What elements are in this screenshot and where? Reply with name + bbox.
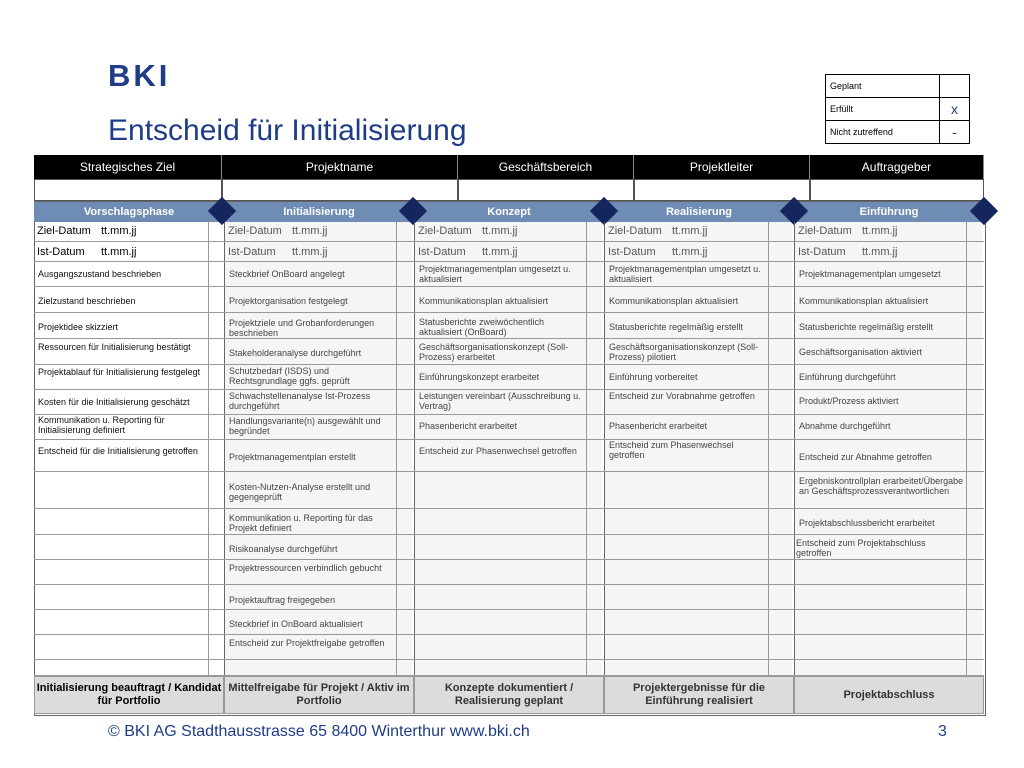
ist-datum-value[interactable]: tt.mm.jj bbox=[482, 246, 518, 258]
criterion-einfuehrung: Einführung durchgeführt bbox=[799, 372, 896, 382]
criterion-realisierung: Entscheid zur Vorabnahme getroffen bbox=[609, 391, 755, 401]
criterion-realisierung: Entscheid zum Phasenwechsel getroffen bbox=[609, 440, 734, 460]
criterion-einfuehrung: Projektabschlussbericht erarbeitet bbox=[799, 518, 935, 528]
criterion-initialisierung: Schutzbedarf (ISDS) und Rechtsgrundlage ggfs. geprüft bbox=[229, 366, 350, 386]
criterion-initialisierung: Steckbrief in OnBoard aktualisiert bbox=[229, 619, 363, 629]
criterion-realisierung: Kommunikationsplan aktualisiert bbox=[609, 296, 739, 306]
ist-datum-value[interactable]: tt.mm.jj bbox=[862, 246, 898, 258]
criterion-initialisierung: Entscheid zur Projektfreigabe getroffen bbox=[229, 638, 385, 648]
criterion-konzept: Statusberichte zweiwöchentlich aktualisiert (OnBoard) bbox=[419, 317, 545, 337]
criterion-konzept: Kommunikationsplan aktualisiert bbox=[419, 296, 549, 306]
ziel-datum-value[interactable]: tt.mm.jj bbox=[292, 225, 328, 237]
status-legend bbox=[825, 74, 970, 144]
header-geschaeftsbereich: Geschäftsbereich bbox=[458, 155, 634, 179]
criterion-konzept: Phasenbericht erarbeitet bbox=[419, 421, 518, 431]
criterion-vorschlag: Ressourcen für Initialisierung bestätigt bbox=[38, 342, 191, 352]
ist-datum-value[interactable]: tt.mm.jj bbox=[672, 246, 708, 258]
criterion-initialisierung: Projektressourcen verbindlich gebucht bbox=[229, 563, 382, 573]
bki-logo: BKI bbox=[108, 58, 171, 93]
input-projektname[interactable] bbox=[222, 179, 458, 201]
criterion-realisierung: Geschäftsorganisationskonzept (Soll-Prozess) pilotiert bbox=[609, 342, 759, 362]
ist-datum-value[interactable]: tt.mm.jj bbox=[292, 246, 328, 258]
ist-datum-label: Ist-Datum bbox=[608, 246, 656, 258]
criterion-realisierung: Phasenbericht erarbeitet bbox=[609, 421, 708, 431]
table-row bbox=[34, 585, 984, 610]
input-projektleiter[interactable] bbox=[634, 179, 810, 201]
ist-datum-label: Ist-Datum bbox=[798, 246, 846, 258]
criterion-initialisierung: Projektmanagementplan erstellt bbox=[229, 452, 356, 462]
criterion-realisierung: Statusberichte regelmäßig erstellt bbox=[609, 322, 744, 332]
criterion-initialisierung: Projektziele und Grobanforderungen beschrieben bbox=[229, 318, 375, 338]
legend-label: Nicht zutreffend bbox=[826, 121, 940, 144]
page-title: Entscheid für Initialisierung bbox=[108, 114, 467, 147]
criterion-vorschlag: Kommunikation u. Reporting für Initialisierung definiert bbox=[38, 415, 165, 435]
header-strategisches-ziel: Strategisches Ziel bbox=[34, 155, 222, 179]
criterion-konzept: Leistungen vereinbart (Ausschreibung u. Vertrag) bbox=[419, 391, 581, 411]
criterion-konzept: Einführungskonzept erarbeitet bbox=[419, 372, 540, 382]
ziel-datum-label: Ziel-Datum bbox=[37, 225, 91, 237]
footer-text: © BKI AG Stadthausstrasse 65 8400 Winterthur www.bki.ch bbox=[108, 723, 530, 740]
criterion-konzept: Geschäftsorganisationskonzept (Soll-Prozess) erarbeitet bbox=[419, 342, 569, 362]
criterion-einfuehrung: Entscheid zur Abnahme getroffen bbox=[799, 452, 932, 462]
table-row bbox=[34, 610, 984, 635]
criterion-konzept: Entscheid zur Phasenwechsel getroffen bbox=[419, 446, 577, 456]
criterion-einfuehrung: Statusberichte regelmäßig erstellt bbox=[799, 322, 934, 332]
phase-einfuehrung: Einführung bbox=[794, 202, 984, 222]
criterion-einfuehrung: Entscheid zum Projektabschluss getroffen bbox=[796, 538, 926, 558]
input-auftraggeber[interactable] bbox=[810, 179, 984, 201]
legend-value: - bbox=[940, 121, 970, 144]
header-auftraggeber: Auftraggeber bbox=[810, 155, 984, 179]
input-strategisches-ziel[interactable] bbox=[34, 179, 222, 201]
phase-realisierung: Realisierung bbox=[604, 202, 794, 222]
criterion-einfuehrung: Projektmanagementplan umgesetzt bbox=[799, 269, 941, 279]
criterion-einfuehrung: Geschäftsorganisation aktiviert bbox=[799, 347, 923, 357]
criterion-realisierung: Projektmanagementplan umgesetzt u. aktualisiert bbox=[609, 264, 761, 284]
input-geschaeftsbereich[interactable] bbox=[458, 179, 634, 201]
criterion-einfuehrung: Abnahme durchgeführt bbox=[799, 421, 891, 431]
ziel-datum-value[interactable]: tt.mm.jj bbox=[862, 225, 898, 237]
ziel-datum-label: Ziel-Datum bbox=[228, 225, 282, 237]
header-projektname: Projektname bbox=[222, 155, 458, 179]
criterion-realisierung: Einführung vorbereitet bbox=[609, 372, 698, 382]
criterion-einfuehrung: Produkt/Prozess aktiviert bbox=[799, 396, 899, 406]
criterion-vorschlag: Ausgangszustand beschrieben bbox=[38, 269, 162, 279]
criterion-initialisierung: Projektauftrag freigegeben bbox=[229, 595, 336, 605]
criterion-einfuehrung: Kommunikationsplan aktualisiert bbox=[799, 296, 929, 306]
milestone-realisierung: Projektergebnisse für die Einführung realisiert bbox=[604, 676, 794, 714]
milestone-konzept: Konzepte dokumentiert / Realisierung geplant bbox=[414, 676, 604, 714]
criterion-initialisierung: Projektorganisation festgelegt bbox=[229, 296, 348, 306]
ziel-datum-value[interactable]: tt.mm.jj bbox=[482, 225, 518, 237]
criterion-initialisierung: Kosten-Nutzen-Analyse erstellt und gegengeprüft bbox=[229, 482, 371, 502]
ist-datum-label: Ist-Datum bbox=[418, 246, 466, 258]
ist-datum-label: Ist-Datum bbox=[37, 246, 85, 258]
table-row bbox=[34, 635, 984, 660]
milestone-einfuehrung: Projektabschluss bbox=[794, 676, 984, 714]
phase-konzept: Konzept bbox=[414, 202, 604, 222]
criterion-einfuehrung: Ergebniskontrollplan erarbeitet/Übergabe an Geschäftsprozessverantwortlichen bbox=[799, 476, 964, 496]
criterion-initialisierung: Steckbrief OnBoard angelegt bbox=[229, 269, 345, 279]
phase-initialisierung: Initialisierung bbox=[224, 202, 414, 222]
criterion-vorschlag: Projektidee skizziert bbox=[38, 322, 119, 332]
table-row bbox=[34, 660, 984, 676]
criterion-konzept: Projektmanagementplan umgesetzt u. aktualisiert bbox=[419, 264, 571, 284]
criterion-vorschlag: Zielzustand beschrieben bbox=[38, 296, 136, 306]
ziel-datum-label: Ziel-Datum bbox=[418, 225, 472, 237]
criterion-vorschlag: Entscheid für die Initialisierung getroffen bbox=[38, 446, 198, 456]
ziel-datum-label: Ziel-Datum bbox=[608, 225, 662, 237]
table-row bbox=[34, 560, 984, 585]
legend-label: Erfüllt bbox=[826, 98, 940, 121]
criterion-initialisierung: Risikoanalyse durchgeführt bbox=[229, 544, 338, 554]
criterion-vorschlag: Projektablauf für Initialisierung festgelegt bbox=[38, 367, 201, 377]
legend-label: Geplant bbox=[826, 75, 940, 98]
criterion-vorschlag: Kosten für die Initialisierung geschätzt bbox=[38, 397, 190, 407]
ist-datum-value[interactable]: tt.mm.jj bbox=[101, 246, 137, 258]
criterion-initialisierung: Handlungsvariante(n) ausgewählt und begründet bbox=[229, 416, 381, 436]
header-projektleiter: Projektleiter bbox=[634, 155, 810, 179]
ziel-datum-label: Ziel-Datum bbox=[798, 225, 852, 237]
legend-value: x bbox=[940, 98, 970, 121]
page-number: 3 bbox=[938, 723, 947, 740]
ziel-datum-value[interactable]: tt.mm.jj bbox=[672, 225, 708, 237]
ziel-datum-value[interactable]: tt.mm.jj bbox=[101, 225, 137, 237]
ist-datum-label: Ist-Datum bbox=[228, 246, 276, 258]
criterion-initialisierung: Kommunikation u. Reporting für das Projekt definiert bbox=[229, 513, 373, 533]
criterion-initialisierung: Schwachstellenanalyse Ist-Prozess durchgeführt bbox=[229, 391, 371, 411]
phase-vorschlagsphase: Vorschlagsphase bbox=[34, 202, 224, 222]
milestone-initialisierung: Mittelfreigabe für Projekt / Aktiv im Portfolio bbox=[224, 676, 414, 714]
criterion-initialisierung: Stakeholderanalyse durchgeführt bbox=[229, 348, 362, 358]
legend-value bbox=[940, 75, 970, 98]
milestone-vorschlagsphase: Initialisierung beauftragt / Kandidat für Portfolio bbox=[34, 676, 224, 714]
